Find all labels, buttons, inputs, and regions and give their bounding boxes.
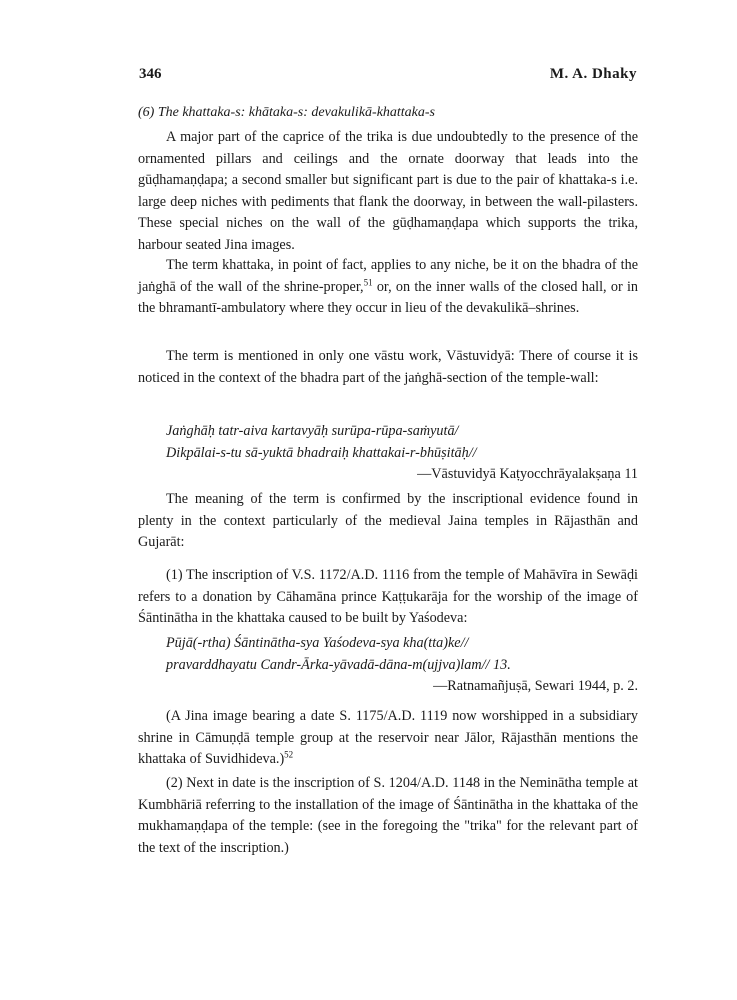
verse-2-attribution: —Ratnamañjuṣā, Sewari 1944, p. 2. bbox=[433, 678, 638, 694]
paragraph-2-text-b: or, on the inner walls of the closed hall, or in the bhramantī-ambulatory where they occur in lieu of the devakulikā–shrines. bbox=[138, 278, 638, 316]
section-heading bbox=[138, 102, 638, 124]
footnote-ref-51: 51 bbox=[363, 276, 373, 287]
paragraph-6-text-a: (A Jina image bearing a date S. 1175/A.D. 1119 now worshipped in a subsidiary shrine in Cāmuṇḍā temple group at the reservoir near Jālor, Rājasthān mentions the khattaka of Suvidhideva.) bbox=[138, 708, 638, 767]
paragraph-7 bbox=[138, 773, 638, 859]
paragraph-2 bbox=[138, 255, 638, 320]
verse-1-attribution: —Vāstuvidyā Kaṭyocchrāyalakṣaṇa 11 bbox=[417, 466, 638, 482]
paragraph-6 bbox=[138, 706, 638, 771]
footnote-ref-52: 52 bbox=[284, 749, 294, 760]
paragraph-1-text: A major part of the caprice of the trika is due undoubtedly to the presence of the ornamented pillars and ceilings and the ornate doorway that leads into the gūḍhamaṇḍapa; a second smaller but significant part is due to the pair of khattaka-s i.e. large deep niches with pediments that flank the doorway, in between the wall-pilasters. These special niches on the wall of the gūḍhamaṇḍapa which supports the trika, harbour seated Jina images. bbox=[138, 129, 638, 253]
running-author: M. A. Dhaky bbox=[549, 66, 637, 82]
section-heading-text: (6) The khattaka-s: khātaka-s: devakulikā-khattaka-s bbox=[138, 105, 436, 120]
verse-1-line-2: Dikpālai-s-tu sā-yuktā bhadraiḥ khattakai-r-bhūṣitāḥ// bbox=[166, 444, 477, 461]
paragraph-5-text: (1) The inscription of V.S. 1172/A.D. 1116 from the temple of Mahāvīra in Sewāḍi refers to a donation by Cāhamāna prince Kaṭṭukarāja for the worship of the image of Śāntinātha in the khattaka caused to be built by Yaśodeva: bbox=[138, 567, 638, 626]
verse-1-line-1: Jaṅghāḥ tatr-aiva kartavyāḥ surūpa-rūpa-saṁyutā/ bbox=[166, 423, 459, 439]
verse-2-line-2: pravarddhayatu Candr-Ārka-yāvadā-dāna-m(ujjva)lam// 13. bbox=[166, 656, 511, 673]
paragraph-2-text-a: The term khattaka, in point of fact, applies to any niche, be it on the bhadra of the jaṅghā of the wall of the shrine-proper, bbox=[138, 257, 638, 295]
paragraph-7-text: (2) Next in date is the inscription of S. 1204/A.D. 1148 in the Neminātha temple at Kumbhāriā referring to the installation of the image of Śāntinātha in the khattaka of the mukhamaṇḍapa of the temple: (see in the foregoing the "trika" for the relevant part of the text of the inscription.) bbox=[138, 775, 638, 856]
running-header bbox=[139, 66, 637, 90]
verse-2-line-1: Pūjā(-rtha) Śāntinātha-sya Yaśodeva-sya kha(tta)ke// bbox=[166, 635, 469, 651]
paragraph-2-text bbox=[138, 255, 638, 320]
page-number: 346 bbox=[139, 66, 162, 82]
paragraph-5 bbox=[138, 565, 638, 630]
verse-quote-2 bbox=[138, 633, 638, 698]
paragraph-6-text bbox=[138, 706, 638, 771]
verse-quote-1 bbox=[138, 421, 638, 486]
paragraph-1 bbox=[138, 127, 638, 256]
paragraph-3-text: The term is mentioned in only one vāstu work, Vāstuvidyā: There of course it is noticed in the context of the bhadra part of the jaṅghā-section of the temple-wall: bbox=[138, 348, 638, 386]
paragraph-3 bbox=[138, 346, 638, 389]
paragraph-4-text: The meaning of the term is confirmed by the inscriptional evidence found in plenty in the context particularly of the medieval Jaina temples in Rājasthān and Gujarāt: bbox=[138, 491, 638, 550]
paragraph-4 bbox=[138, 489, 638, 554]
